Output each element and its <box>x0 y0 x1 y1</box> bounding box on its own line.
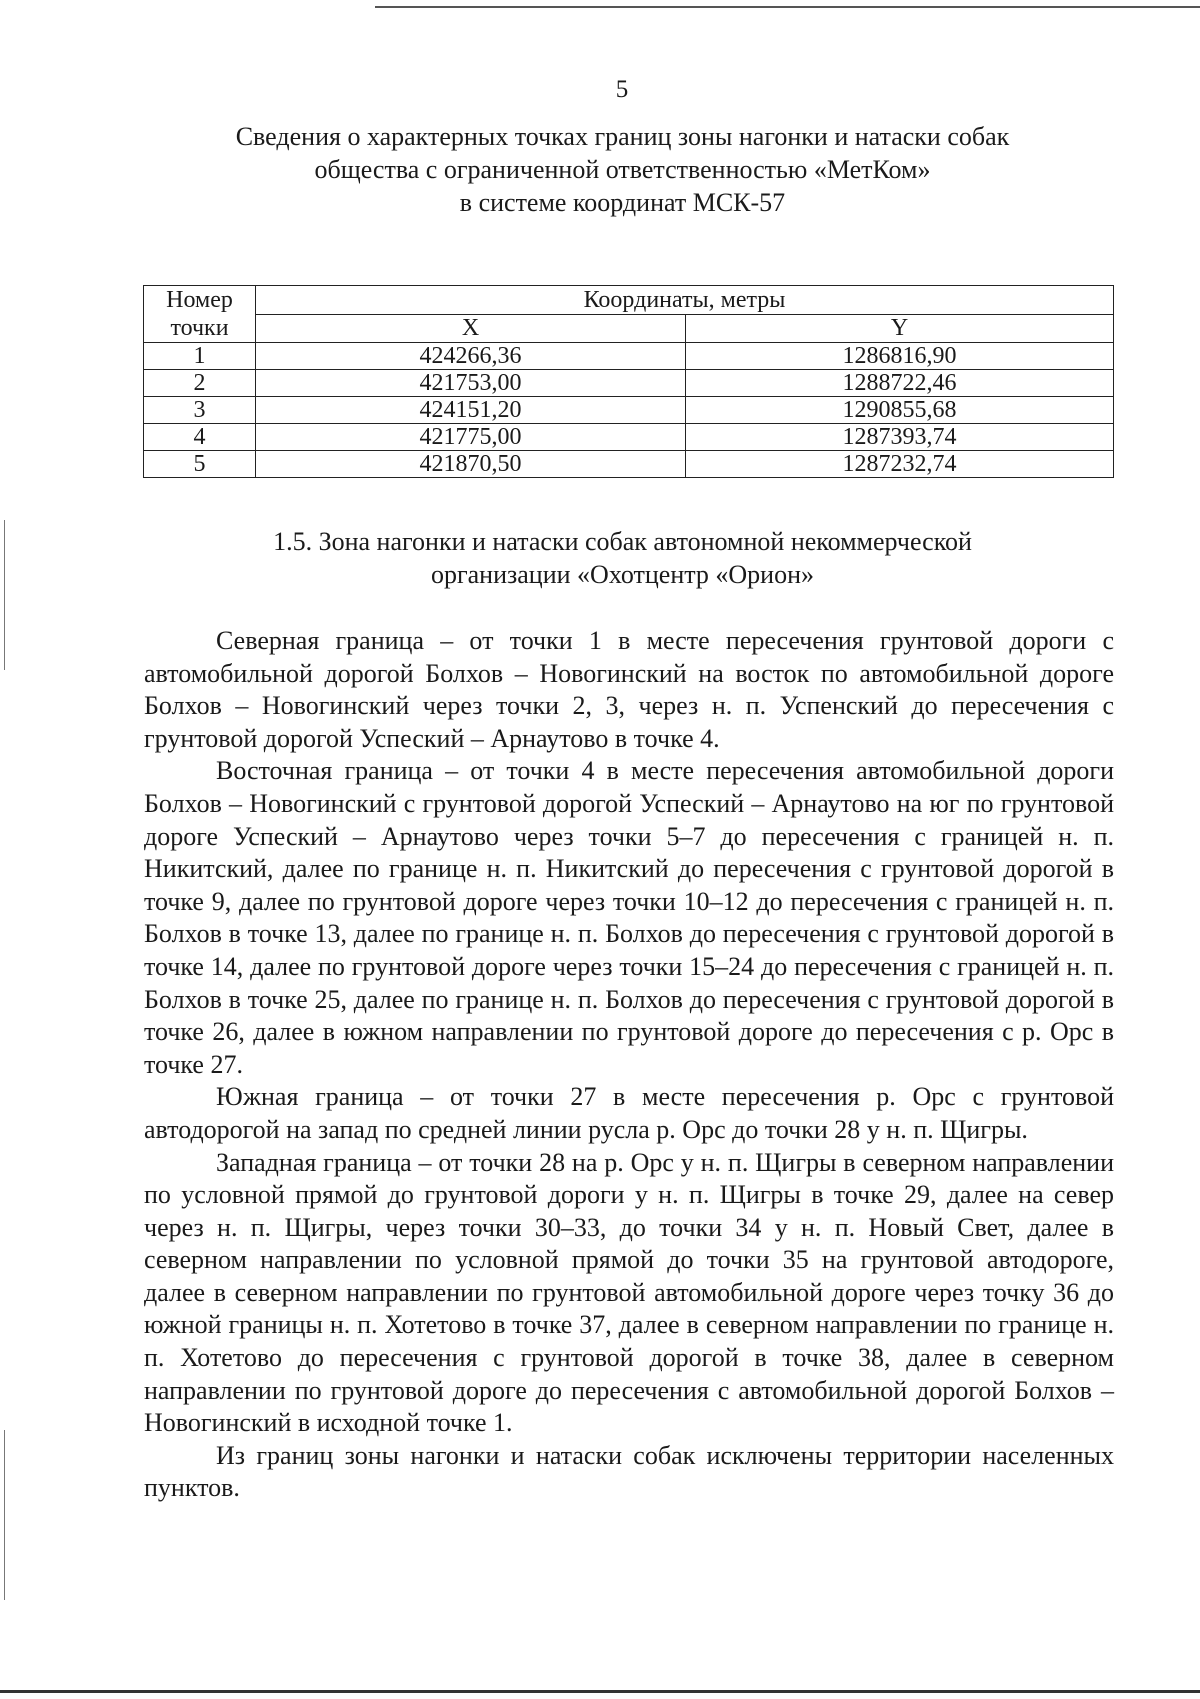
body-text <box>144 625 1114 1505</box>
cell-x: 421753,00 <box>256 370 686 397</box>
table-row <box>144 424 1114 451</box>
table-row <box>144 343 1114 370</box>
cell-point: 4 <box>144 424 256 451</box>
table-row <box>144 370 1114 397</box>
section-heading <box>130 525 1115 591</box>
paragraph-south-boundary: Южная граница – от точки 27 в месте пересечения р. Орс с грунтовой автодорогой на запад по средней линии русла р. Орс до точки 28 у н. п. Щигры. <box>144 1082 1114 1144</box>
header-x: X <box>256 314 686 343</box>
cell-x: 421870,50 <box>256 451 686 478</box>
cell-y: 1287232,74 <box>686 451 1114 478</box>
scan-edge-top <box>375 6 1200 8</box>
cell-x: 421775,00 <box>256 424 686 451</box>
cell-y: 1290855,68 <box>686 397 1114 424</box>
table-heading-line: Сведения о характерных точках границ зоны нагонки и натаски собак <box>235 122 1010 151</box>
cell-point: 1 <box>144 343 256 370</box>
page-number: 5 <box>615 76 629 103</box>
cell-point: 2 <box>144 370 256 397</box>
cell-point: 3 <box>144 397 256 424</box>
cell-y: 1287393,74 <box>686 424 1114 451</box>
table-heading-line: общества с ограниченной ответственностью «МетКом» <box>314 155 931 184</box>
header-coordinates: Координаты, метры <box>256 286 1114 315</box>
section-heading-line: 1.5. Зона нагонки и натаски собак автономной некоммерческой <box>273 527 972 556</box>
cell-x: 424266,36 <box>256 343 686 370</box>
paragraph-exclusions: Из границ зоны нагонки и натаски собак исключены территории населенных пунктов. <box>144 1440 1114 1503</box>
cell-y: 1286816,90 <box>686 343 1114 370</box>
margin-mark <box>4 520 5 670</box>
coordinates-table <box>143 285 1114 478</box>
cell-point: 5 <box>144 451 256 478</box>
table-row <box>144 451 1114 478</box>
paragraph-north-boundary: Северная граница – от точки 1 в месте пересечения грунтовой дороги с автомобильной дорогой Болхов – Новогинский на восток по автомобильной дороге Болхов – Новогинский через точки 2, 3, через н. п. Успенский до пересечения с грунтовой дорогой Успеский – Арнаутово в точке 4. <box>144 626 1114 753</box>
cell-y: 1288722,46 <box>686 370 1114 397</box>
header-point-number: Номер точки <box>144 286 256 343</box>
cell-x: 424151,20 <box>256 397 686 424</box>
paragraph-east-boundary: Восточная граница – от точки 4 в месте пересечения автомобильной дороги Болхов – Новогинский с грунтовой дорогой Успеский – Арнаутово на юг по грунтовой дороге Успеский – Арнаутово через точки 5–7 до пересечения с границей н. п. Никитский, далее по границе н. п. Никитский до пересечения с грунтовой дорогой в точке 9, далее по грунтовой дороге через точки 10–12 до пересечения с границей н. п. Болхов в точке 13, далее по границе н. п. Болхов до пересечения с грунтовой дорогой в точке 14, далее по грунтовой дороге через точки 15–24 до пересечения с границей н. п. Болхов в точке 25, далее по границе н. п. Болхов до пересечения с грунтовой дорогой в точке 26, далее в южном направлении по грунтовой дороге до пересечения с р. Орс в точке 27. <box>144 756 1114 1079</box>
table-heading-line: в системе координат МСК-57 <box>459 188 786 217</box>
paragraph-west-boundary: Западная граница – от точки 28 на р. Орс у н. п. Щигры в северном направлении по условной прямой до грунтовой дороги у н. п. Щигры в точке 29, далее на север через н. п. Щигры, через точки 30–33, до точки 34 у н. п. Новый Свет, далее в северном направлении по условной прямой до точки 35 на грунтовой автодороге, далее в северном направлении по грунтовой автомобильной дороге через точку 36 до южной границы н. п. Хотетово в точке 37, далее в северном направлении по границе н. п. Хотетово до пересечения с грунтовой дорогой в точке 38, далее в северном направлении по грунтовой дороге до пересечения с автомобильной дорогой Болхов – Новогинский в исходной точке 1. <box>144 1147 1114 1438</box>
table-row <box>144 397 1114 424</box>
scan-edge-bottom <box>0 1690 1200 1693</box>
table-header-row <box>144 286 1114 315</box>
section-heading-line: организации «Охотцентр «Орион» <box>430 560 815 589</box>
margin-mark <box>4 1430 5 1600</box>
header-y: Y <box>686 314 1114 343</box>
table-heading <box>130 120 1115 219</box>
table-header-row <box>144 314 1114 343</box>
